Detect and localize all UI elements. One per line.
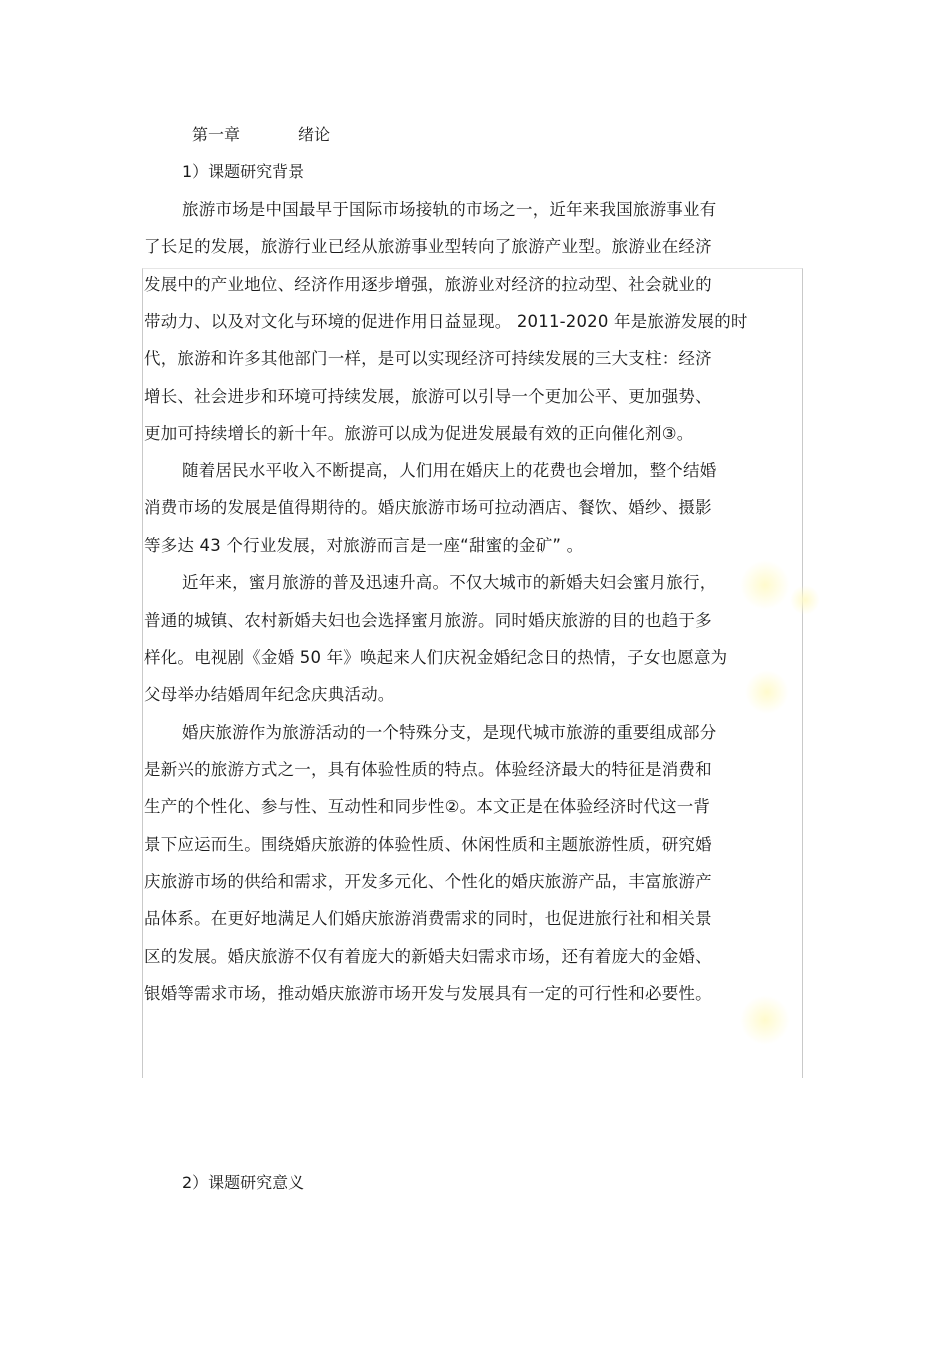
paragraph-line: 银婚等需求市场，推动婚庆旅游市场开发与发展具有一定的可行性和必要性。 — [144, 984, 712, 1003]
paragraph-line: 了长足的发展，旅游行业已经从旅游事业型转向了旅游产业型。旅游业在经济 — [144, 237, 712, 256]
paragraph-line: 景下应运而生。围绕婚庆旅游的体验性质、休闲性质和主题旅游性质，研究婚 — [144, 835, 712, 854]
paragraph-line: 带动力、以及对文化与环境的促进作用日益显现。 2011-2020 年是旅游发展的时 — [144, 312, 748, 331]
chapter-title: 绪论 — [298, 125, 331, 144]
paragraph-line: 增长、社会进步和环境可持续发展，旅游可以引导一个更加公平、更加强势、 — [144, 387, 712, 406]
paragraph-line: 婚庆旅游作为旅游活动的一个特殊分支，是现代城市旅游的重要组成部分 — [182, 723, 717, 742]
paragraph-line: 庆旅游市场的供给和需求，开发多元化、个性化的婚庆旅游产品，丰富旅游产 — [144, 872, 712, 891]
paragraph-line: 生产的个性化、参与性、互动性和同步性②。本文正是在体验经济时代这一背 — [144, 797, 711, 816]
paragraph-line: 是新兴的旅游方式之一，具有体验性质的特点。体验经济最大的特征是消费和 — [144, 760, 712, 779]
paragraph-line: 区的发展。婚庆旅游不仅有着庞大的新婚夫妇需求市场，还有着庞大的金婚、 — [144, 947, 712, 966]
section-heading-background: 1）课题研究背景 — [182, 162, 305, 181]
paragraph-line: 更加可持续增长的新十年。旅游可以成为促进发展最有效的正向催化剂③。 — [144, 424, 694, 443]
section-heading-significance: 2）课题研究意义 — [182, 1173, 305, 1192]
paragraph-line: 发展中的产业地位、经济作用逐步增强，旅游业对经济的拉动型、社会就业的 — [144, 275, 712, 294]
paragraph-line: 消费市场的发展是值得期待的。婚庆旅游市场可拉动酒店、餐饮、婚纱、摄影 — [144, 498, 712, 517]
paragraph-line: 代，旅游和许多其他部门一样，是可以实现经济可持续发展的三大支柱：经济 — [144, 349, 712, 368]
background-sparkle — [740, 995, 790, 1045]
background-sparkle — [740, 560, 790, 610]
paragraph-line: 近年来，蜜月旅游的普及迅速升高。不仅大城市的新婚夫妇会蜜月旅行， — [182, 573, 717, 592]
chapter-heading — [192, 124, 330, 146]
background-sparkle — [745, 670, 789, 714]
chapter-number: 第一章 — [192, 125, 241, 144]
paragraph-line: 父母举办结婚周年纪念庆典活动。 — [144, 685, 395, 704]
background-sparkle — [790, 585, 820, 615]
paragraph-line: 等多达 43 个行业发展，对旅游而言是一座“甜蜜的金矿” 。 — [144, 536, 584, 555]
paragraph-line: 随着居民水平收入不断提高，人们用在婚庆上的花费也会增加，整个结婚 — [182, 461, 717, 480]
paragraph-line: 普通的城镇、农村新婚夫妇也会选择蜜月旅游。同时婚庆旅游的目的也趋于多 — [144, 611, 712, 630]
paragraph-line: 样化。电视剧《金婚 50 年》唤起来人们庆祝金婚纪念日的热情，子女也愿意为 — [144, 648, 728, 667]
paragraph-line: 品体系。在更好地满足人们婚庆旅游消费需求的同时，也促进旅行社和相关景 — [144, 909, 712, 928]
paragraph-line: 旅游市场是中国最早于国际市场接轨的市场之一，近年来我国旅游事业有 — [182, 200, 717, 219]
